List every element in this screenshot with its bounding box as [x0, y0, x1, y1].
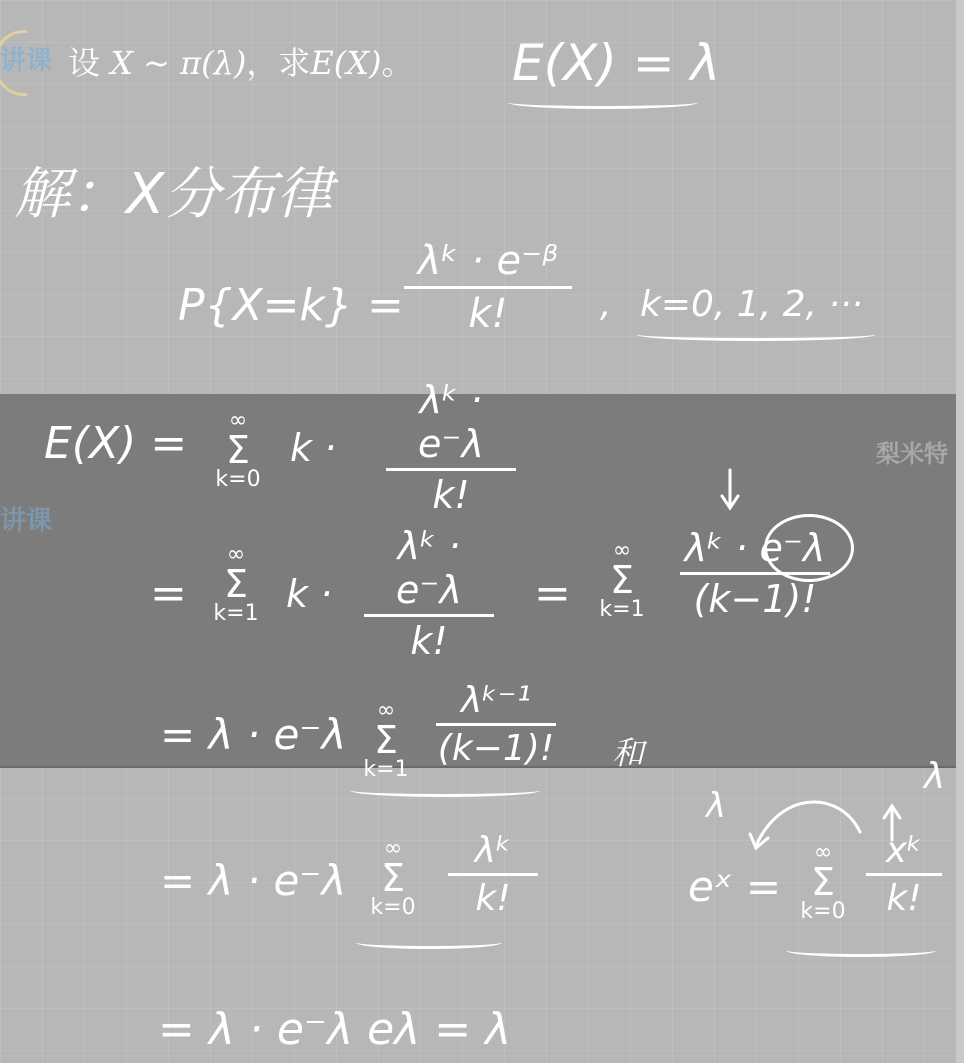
- step4-lhs: = λ · e⁻λ: [160, 856, 347, 905]
- problem-target: E(X): [310, 44, 382, 82]
- step3-numerator: λᵏ⁻¹: [460, 680, 532, 721]
- step1-denominator: k!: [432, 473, 470, 517]
- pmf-denominator: k!: [468, 291, 508, 337]
- step2-numerator-2: λᵏ · e⁻λ: [684, 526, 826, 570]
- step2-term: k ·: [286, 572, 333, 616]
- sum-upper: ∞: [383, 836, 403, 861]
- pmf-numerator: λᵏ · e⁻ᵝ: [417, 238, 559, 284]
- sum-upper: ∞: [813, 840, 833, 865]
- step3-denominator: (k−1)!: [437, 728, 555, 769]
- identity-numerator: xᵏ: [885, 830, 923, 871]
- sum-lower: k=1: [599, 597, 645, 622]
- identity-denominator: k!: [886, 878, 922, 919]
- step1-lhs: E(X) =: [44, 418, 188, 469]
- step3-note: 和: [612, 734, 645, 772]
- problem-end: 。: [381, 44, 414, 82]
- sum-lower: k=0: [800, 899, 846, 924]
- identity-lhs: eˣ =: [688, 862, 782, 911]
- step1-numerator: λᵏ · e⁻λ: [418, 378, 484, 466]
- sigma-icon: Σ: [380, 856, 405, 900]
- step3-lhs: = λ · e⁻λ: [160, 710, 347, 759]
- pmf-lhs: P{X=k} =: [178, 280, 404, 331]
- sum-lower: k=0: [215, 467, 261, 492]
- problem-separator: ，求: [246, 44, 311, 82]
- step2-lhs: =: [150, 568, 187, 619]
- sum-lower: k=1: [363, 757, 409, 782]
- problem-prefix: 设: [68, 44, 101, 82]
- pmf-comma: ,: [600, 284, 612, 325]
- answer: E(X) = λ: [512, 34, 721, 92]
- sum-upper: ∞: [226, 542, 246, 567]
- sigma-icon: Σ: [373, 718, 398, 762]
- solution-heading: 解：X分布律: [14, 162, 333, 227]
- step1-term: k ·: [290, 426, 337, 470]
- logo-text-faded: 讲课: [0, 506, 53, 536]
- sum-lower: k=0: [370, 895, 416, 920]
- step2-denominator: k!: [410, 619, 448, 663]
- step2-numerator: λᵏ · e⁻λ: [396, 524, 462, 612]
- sum-lower: k=1: [213, 601, 259, 626]
- watermark: 梨米特: [876, 440, 948, 468]
- sigma-icon: Σ: [810, 860, 835, 904]
- sigma-icon: Σ: [225, 428, 250, 472]
- substitution-label-left: λ: [706, 786, 727, 826]
- sigma-icon: Σ: [223, 562, 248, 606]
- problem-distribution: X ~ π(λ): [110, 44, 247, 82]
- final-result: = λ · e⁻λ eλ = λ: [158, 1004, 512, 1055]
- sigma-icon: Σ: [609, 558, 634, 602]
- step4-numerator: λᵏ: [474, 830, 512, 871]
- sum-upper: ∞: [376, 698, 396, 723]
- pmf-range: k=0, 1, 2, ···: [640, 284, 863, 325]
- sum-upper: ∞: [612, 538, 632, 563]
- sum-upper: ∞: [228, 408, 248, 433]
- step4-denominator: k!: [475, 878, 511, 919]
- step2-eq: =: [534, 568, 571, 619]
- logo-text: 讲课: [0, 46, 53, 76]
- step2-denominator-2: (k−1)!: [693, 577, 817, 621]
- substitution-label-right: λ: [924, 756, 946, 797]
- curved-arrow-icon: [756, 802, 860, 846]
